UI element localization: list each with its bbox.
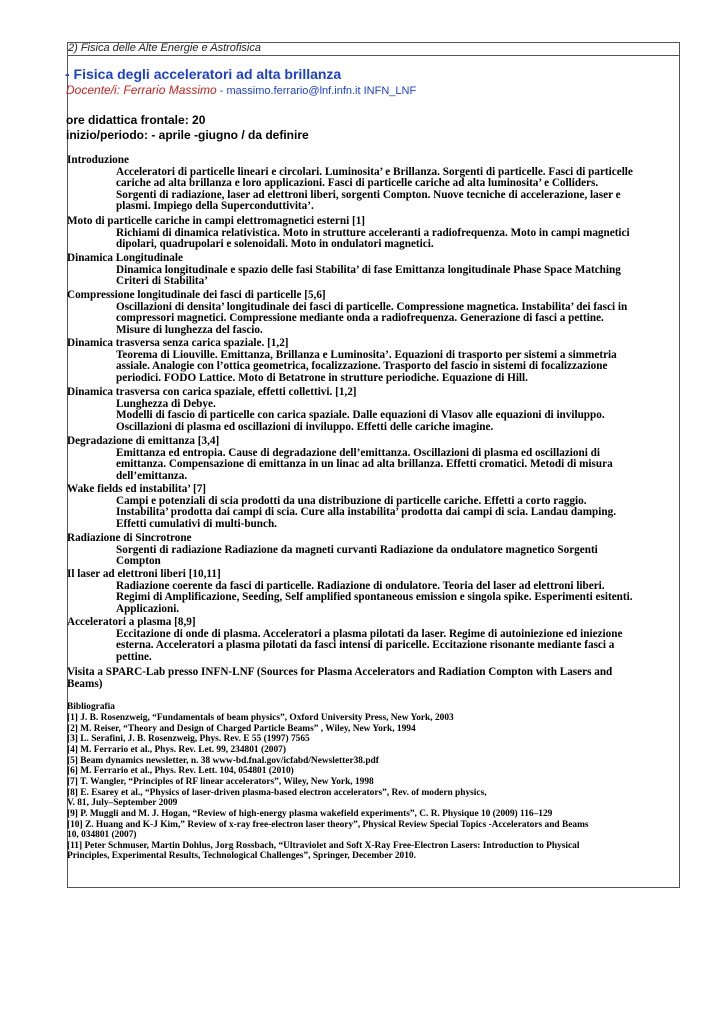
docente-contact: - massimo.ferrario@lnf.infn.it INFN_LNF [216,85,417,97]
topic-body-line: Radiazione coerente da fasci di particelle. Radiazione di ondulatore. Teoria del laser ad elettroni liberi. [116,579,605,592]
topic-body-line: pettine. [116,650,152,663]
area-header: 2) Fisica delle Alte Energie e Astrofisica [68,42,261,54]
topic-body-line: Sorgenti di radiazione Radiazione da magneti curvanti Radiazione da ondulatore magnetico Sorgenti [116,543,598,556]
bibliography-entry: [7] T. Wangler, “Principles of RF linear accelerators”, Wiley, New York, 1998 [67,776,374,787]
topic-body-line: dipolari, quadrupolari e solenoidali. Moto in ondulatori magnetici. [116,238,434,251]
topic-body-line: Emittanza ed entropia. Cause di degradazione dell’emittanza. Oscillazioni di plasma ed oscillazioni di [116,446,600,459]
bibliography-entry: [3] L. Serafini, J. B. Rosenzweig, Phys. Rev. E 55 (1997) 7565 [67,734,310,745]
topic-body-line: Effetti cumulativi di multi-bunch. [116,517,277,530]
topic-body-line: Richiami di dinamica relativistica. Moto in strutture acceleranti a radiofrequenza. Moto in campi magnetici [116,226,630,239]
topic-title: Acceleratori a plasma [8,9] [67,616,196,628]
topic-body-line: emittanza. Compensazione di emittanza in un linac ad alta brillanza. Effetti cromatici. Metodi di misura [116,458,613,471]
topic-body-line: Oscillazioni di densita’ longitudinale dei fasci di particelle. Compressione magnetica. Instabilita’ dei fasci in [116,300,628,313]
bibliography-entry: [10] Z. Huang and K-J Kim,” Review of x-ray free-electron laser theory”, Physical Review Special Topics -Accelerators and Beams [67,819,589,830]
bibliography-entry: V. 81, July–September 2009 [67,798,178,809]
topic-body-line: Criteri di Stabilita’ [116,275,208,288]
topic-body-line: Sorgenti di radiazione, laser ad elettroni liberi, sorgenti Compton. Nuove tecniche di accelerazione, laser e [116,188,621,201]
topic-body-line: Teorema di Liouville. Emittanza, Brillanza e Luminosita’. Equazioni di trasporto per sistemi a simmetria [116,348,617,361]
topic-title: Compressione longitudinale dei fasci di particelle [5,6] [67,289,326,301]
topic-body-line: cariche ad alta brillanza e loro applicazioni. Fasci di particelle cariche ad alta luminosita’ e Colliders. [116,177,599,190]
topic-body-line: Oscillazioni di plasma ed oscillazioni di inviluppo. Effetti delle cariche imagine. [116,420,494,433]
topic-title: Il laser ad elettroni liberi [10,11] [67,568,221,580]
topic-body-line: Applicazioni. [116,602,180,615]
docente-label: Docente/i: [66,83,121,97]
bibliography-entry: [5] Beam dynamics newsletter, n. 38 www-bd.fnal.gov/icfabd/Newsletter38.pdf [67,755,379,766]
topic-title: Radiazione di Sincrotrone [67,532,192,544]
bibliography-entry: [2] M. Reiser, “Theory and Design of Charged Particle Beams” , Wiley, New York, 1994 [67,723,416,734]
topic-body-line: dell’emittanza. [116,469,188,482]
docente-name: Ferrario Massimo [123,83,217,97]
bibliography-entry: [6] M. Ferrario et al., Phys. Rev. Lett. 104, 054801 (2010) [67,766,294,777]
topic-body-line: Dinamica longitudinale e spazio delle fasi Stabilita’ di fase Emittanza longitudinale Phase Space Matching [116,263,621,276]
bibliography-entry: [9] P. Muggli and M. J. Hogan, “Review of high-energy plasma wakefield experiments”, C. R. Physique 10 (2009) 116–129 [67,808,553,819]
topic-title: Introduzione [67,154,129,166]
topic-body-line: assiale. Analogie con l’ottica geometrica, focalizzazione. Trasporto del fascio in sistemi di focalizzazione [116,360,608,373]
topic-title: Dinamica trasversa senza carica spaziale. [1,2] [67,337,289,349]
topic-body-line: Modelli di fascio di particelle con carica spaziale. Dalle equazioni di Vlasov alle equazioni di inviluppo. [116,409,605,422]
topic-title: Moto di particelle cariche in campi elettromagnetici esterni [1] [67,215,366,227]
course-title: - Fisica degli acceleratori ad alta brillanza [65,66,342,82]
topic-body-line: esterna. Acceleratori a plasma pilotati da fasci intensi di paricelle. Eccitazione risonante mediante fasci a [116,639,615,652]
bibliography-heading: Bibliografia [67,702,115,712]
visit-line-2: Beams) [67,678,103,690]
topic-body-line: Regimi di Amplificazione, Seeding, Self amplified spontaneous emission e singola spike. Esperimenti esitenti. [116,591,633,604]
topic-body-line: Lunghezza di Debye. [116,397,216,410]
header-divider [67,55,680,56]
bibliography-entry: [4] M. Ferrario et al., Phys. Rev. Let. 99, 234801 (2007) [67,744,286,755]
topic-body-line: Compton [116,555,161,568]
bibliography-entry: Principles, Experimental Results, Technological Challenges”, Springer, December 2010. [67,851,416,862]
bibliography-entry: [8] E. Esarey et al., “Physics of laser-driven plasma-based electron accelerators”, Rev. of modern physics, [67,787,487,798]
topic-body-line: Instabilita’ prodotta dai campi di scia. Cure alla instabilita’ prodotta dai campi di scia. Landau damping. [116,506,616,519]
topic-title: Dinamica trasversa con carica spaziale, effetti collettivi. [1,2] [67,386,357,398]
topic-body-line: Campi e potenziali di scia prodotti da una distribuzione di particelle cariche. Effetti a corto raggio. [116,494,587,507]
bibliography-entry: [1] J. B. Rosenzweig, “Fundamentals of beam physics”, Oxford University Press, New York, 2003 [67,713,454,723]
topic-title: Dinamica Longitudinale [67,252,183,264]
topic-body-line: Misure di lunghezza del fascio. [116,323,263,336]
topic-body-line: compressori magnetici. Compressione mediante onda a radiofrequenza. Generazione di fasci a pettine. [116,312,604,325]
bibliography-entry: [11] Peter Schmuser, Martin Dohlus, Jorg Rossbach, “Ultraviolet and Soft X-Ray Free-Electron Lasers: Introduction to Physical [67,840,580,851]
topic-body-line: periodici. FODO Lattice. Moto di Betatrone in strutture periodiche. Equazione di Hill. [116,371,528,384]
topic-title: Degradazione di emittanza [3,4] [67,435,220,447]
topic-body-line: Acceleratori di particelle lineari e circolari. Luminosita’ e Brillanza. Sorgenti di particelle. Fasci di particelle [116,165,633,178]
hours: ore didattica frontale: 20 [66,113,206,127]
bibliography-entry: 10, 034801 (2007) [67,830,137,841]
visit-line-1: Visita a SPARC-Lab presso INFN-LNF (Sources for Plasma Accelerators and Radiation Compton with Lasers and [67,666,613,678]
topic-body-line: Eccitazione di onde di plasma. Acceleratori a plasma pilotati da laser. Regime di autoiniezione ed iniezione [116,627,623,640]
docente-line [66,83,416,97]
topic-body-line: plasmi. Impiego della Superconduttivita’. [116,200,314,213]
topic-title: Wake fields ed instabilita’ [7] [67,483,207,495]
period: inizio/periodo: - aprile -giugno / da definire [66,128,309,142]
